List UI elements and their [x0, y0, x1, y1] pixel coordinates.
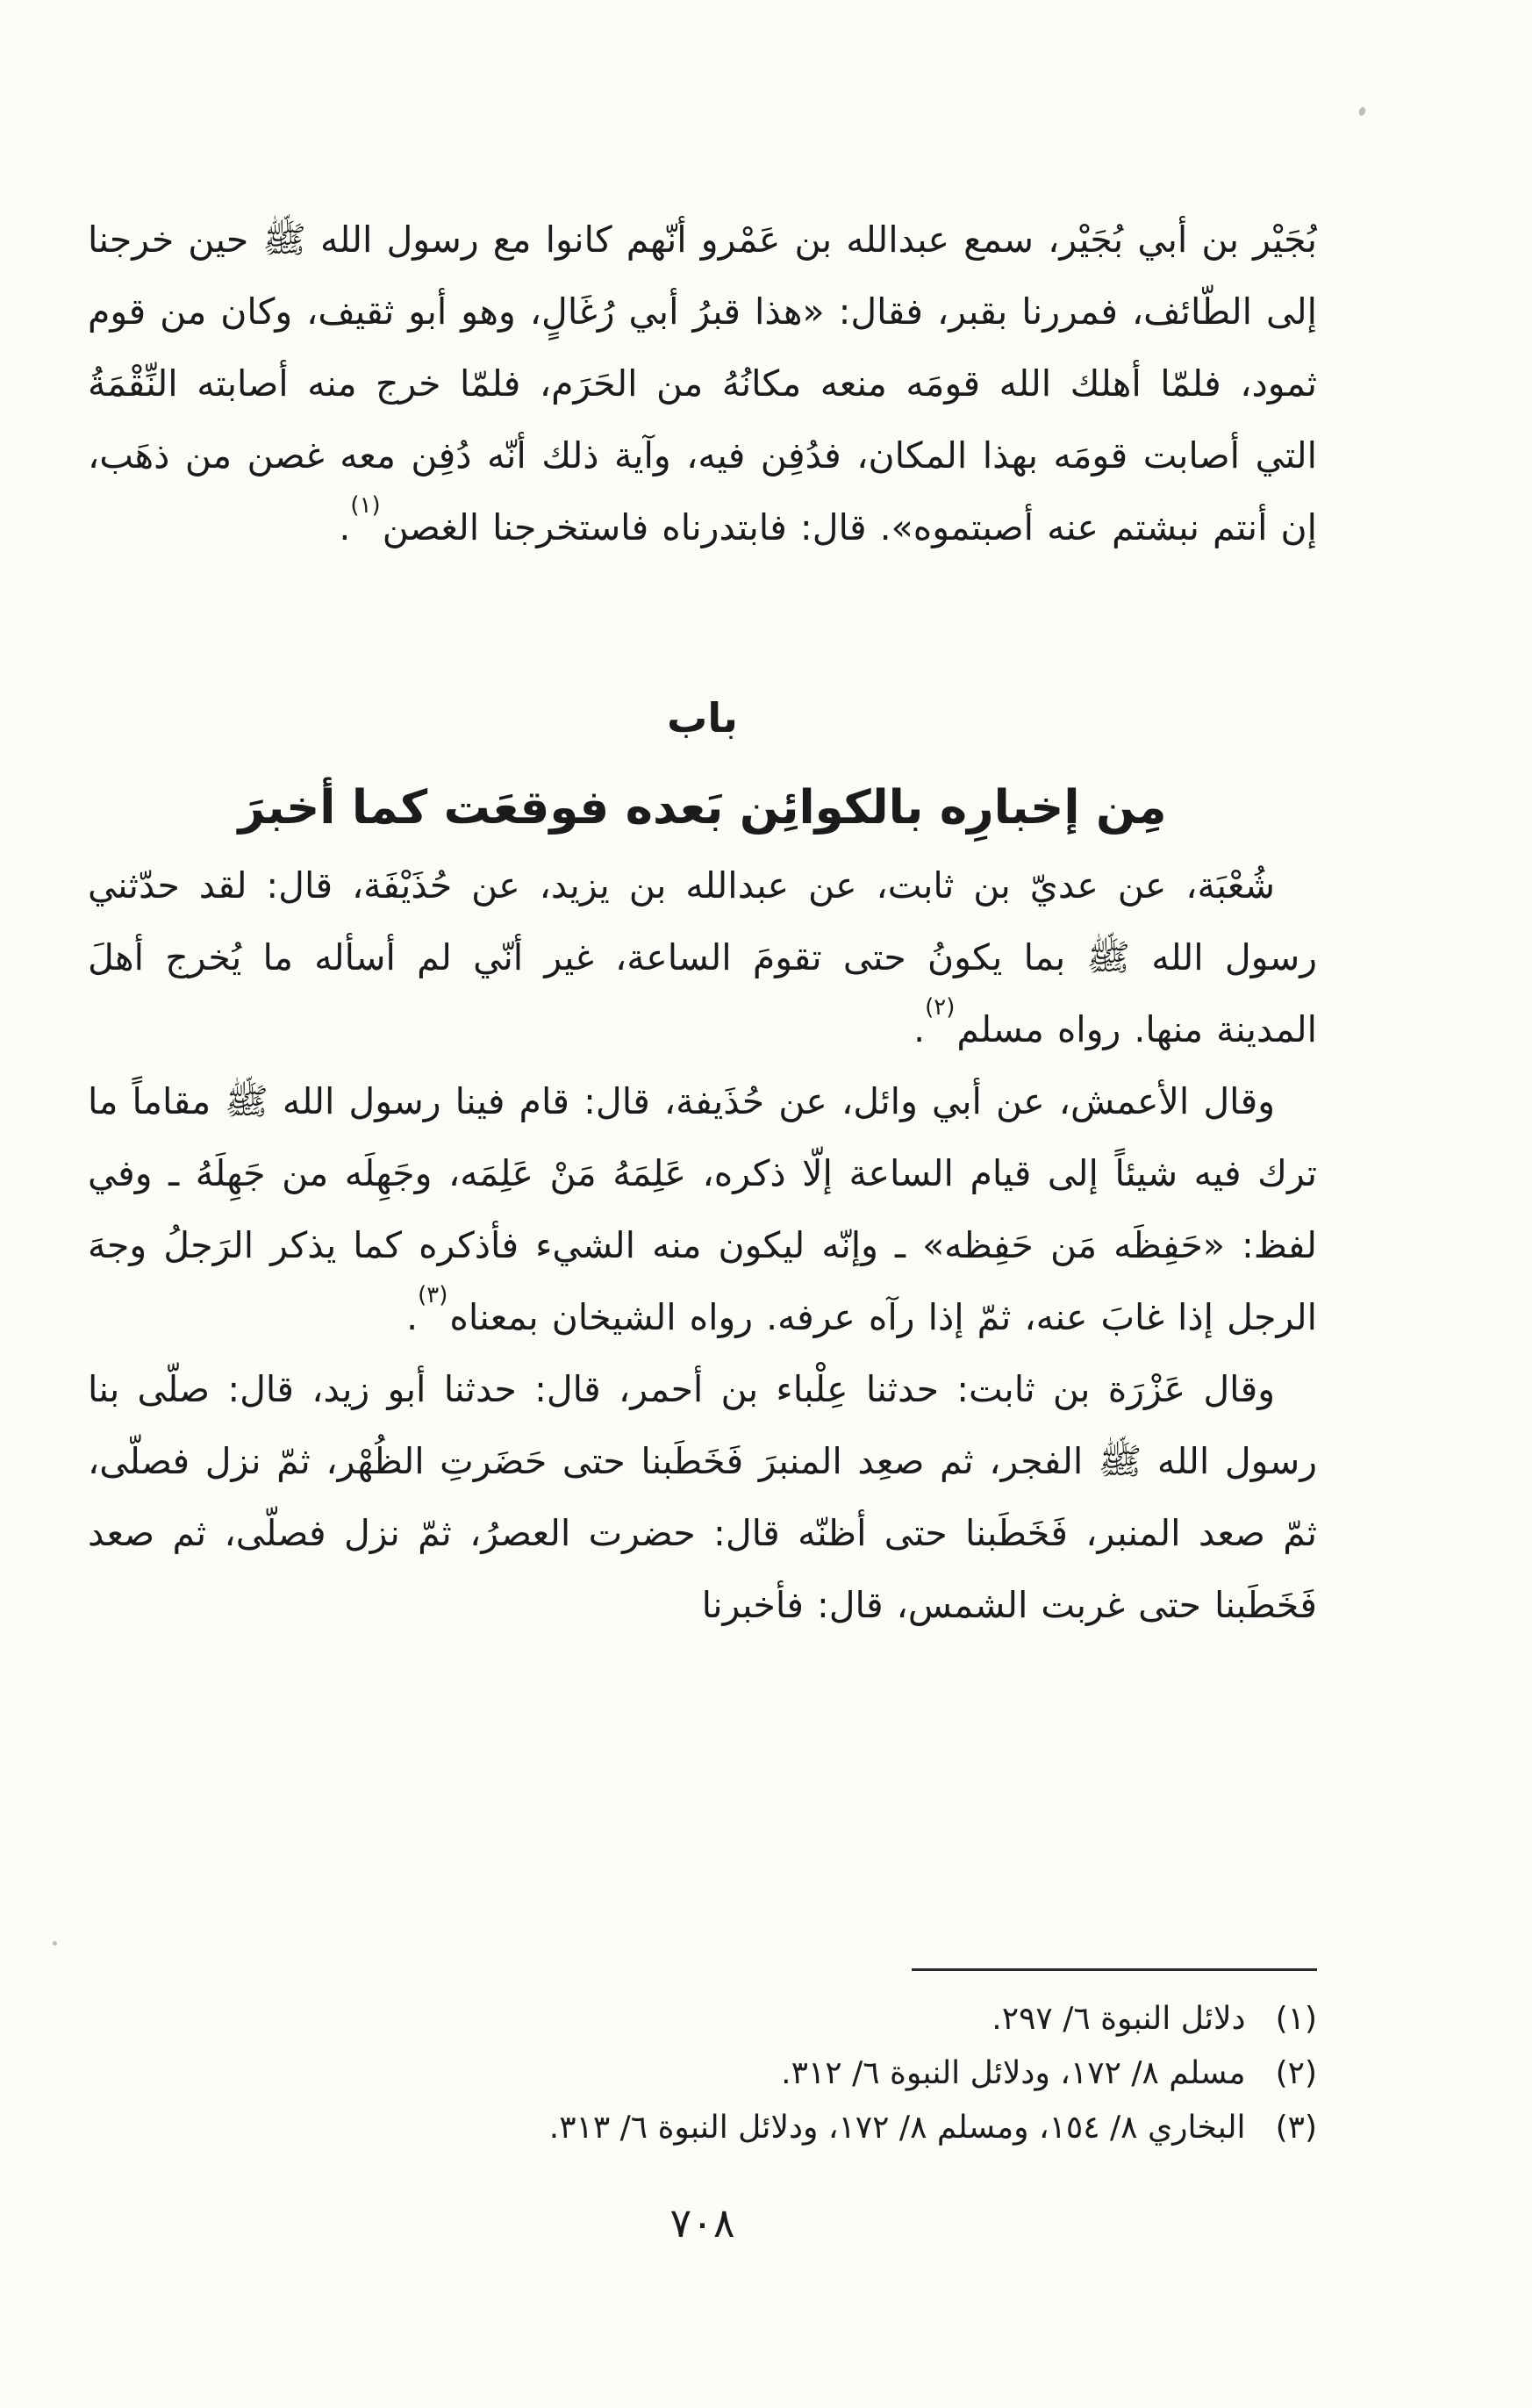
chapter-heading-title: مِن إخبارِه بالكوائِن بَعده فوقعَت كما أخبرَ [238, 781, 1167, 835]
footnote-reference-2: (٢) [925, 994, 956, 1021]
footnote-1 [140, 1992, 1317, 2046]
paragraph-text: وقال عَزْرَة بن ثابت: حدثنا عِلْباء بن أحمر، قال: حدثنا أبو زيد، قال: صلّى بنا رسول الله ﷺ الفجر، ثم صعِد المنبرَ فَخَطَبنا حتى حَضَرتِ الظُهْر، ثمّ نزل فصلّى، ثمّ صعد المنبر، فَخَطَبنا حتى أظنّه قال: حضرت العصرُ، ثمّ نزل فصلّى، ثم صعد فَخَطَبنا حتى غربت الشمس، قال: فأخبرنا [88, 1368, 1317, 1626]
body-paragraph-3 [88, 1065, 1317, 1353]
body-text [88, 204, 1317, 1954]
footnotes-section [140, 1968, 1317, 2155]
paragraph-text: شُعْبَة، عن عديّ بن ثابت، عن عبدالله بن يزيد، عن حُذَيْفَة، قال: لقد حدّثني رسول الله ﷺ بما يكونُ حتى تقومَ الساعة، غير أنّي لم أسأله ما يُخرج أهلَ المدينة منها. رواه مسلم [88, 864, 1317, 1050]
footnote-reference-1: (١) [350, 492, 381, 520]
footnote-marker: (٢) [1275, 2055, 1317, 2091]
paragraph-tail: . [406, 1296, 419, 1338]
footnote-separator [912, 1968, 1317, 1971]
body-paragraph-4 [88, 1353, 1317, 1641]
footnote-reference-3: (٣) [418, 1282, 448, 1309]
page-number: ٧٠٨ [669, 2199, 735, 2247]
paragraph-tail: . [339, 506, 351, 548]
body-paragraph-2 [88, 849, 1317, 1065]
scan-speck [53, 1941, 57, 1946]
footnote-2 [140, 2046, 1317, 2101]
chapter-heading-bab: باب [667, 694, 738, 742]
scan-speck [1358, 106, 1367, 117]
paragraph-text: وقال الأعمش، عن أبي وائل، عن حُذَيفة، قال: قام فينا رسول الله ﷺ مقاماً ما ترك فيه شيئاً إلى قيام الساعة إلّا ذكره، عَلِمَهُ مَنْ عَلِمَه، وجَهِلَه من جَهِلَهُ ـ وفي لفظ: «حَفِظَه مَن حَفِظه» ـ وإنّه ليكون منه الشيء فأذكره كما يذكر الرَجلُ وجهَ الرجل إذا غابَ عنه، ثمّ إذا رآه عرفه. رواه الشيخان بمعناه [88, 1080, 1317, 1338]
footnote-text: البخاري ٨/ ١٥٤، ومسلم ٨/ ١٧٢، ودلائل النبوة ٦/ ٣١٣. [548, 2110, 1246, 2146]
paragraph-tail: . [913, 1008, 926, 1050]
footnote-text: مسلم ٨/ ١٧٢، ودلائل النبوة ٦/ ٣١٢. [781, 2055, 1246, 2091]
footnote-3 [140, 2101, 1317, 2155]
paragraph-text: بُجَيْر بن أبي بُجَيْر، سمع عبدالله بن عَمْرو أنّهم كانوا مع رسول الله ﷺ حين خرجنا إلى الطّائف، فمررنا بقبر، فقال: «هذا قبرُ أبي رُغَالٍ، وهو أبو ثقيف، وكان من قوم ثمود، فلمّا أهلك الله قومَه منعه مكانُهُ من الحَرَم، فلمّا خرج منه أصابته النِّقْمَةُ التي أصابت قومَه بهذا المكان، فدُفِن فيه، وآية ذلك أنّه دُفِن معه غصن من ذهَب، إن أنتم نبشتم عنه أصبتموه». قال: فابتدرناه فاستخرجنا الغصن [88, 219, 1317, 548]
body-paragraph-1 [88, 204, 1317, 563]
footnote-text: دلائل النبوة ٦/ ٢٩٧. [992, 2001, 1246, 2037]
footnote-marker: (١) [1275, 2001, 1317, 2037]
footnote-marker: (٣) [1275, 2110, 1317, 2146]
